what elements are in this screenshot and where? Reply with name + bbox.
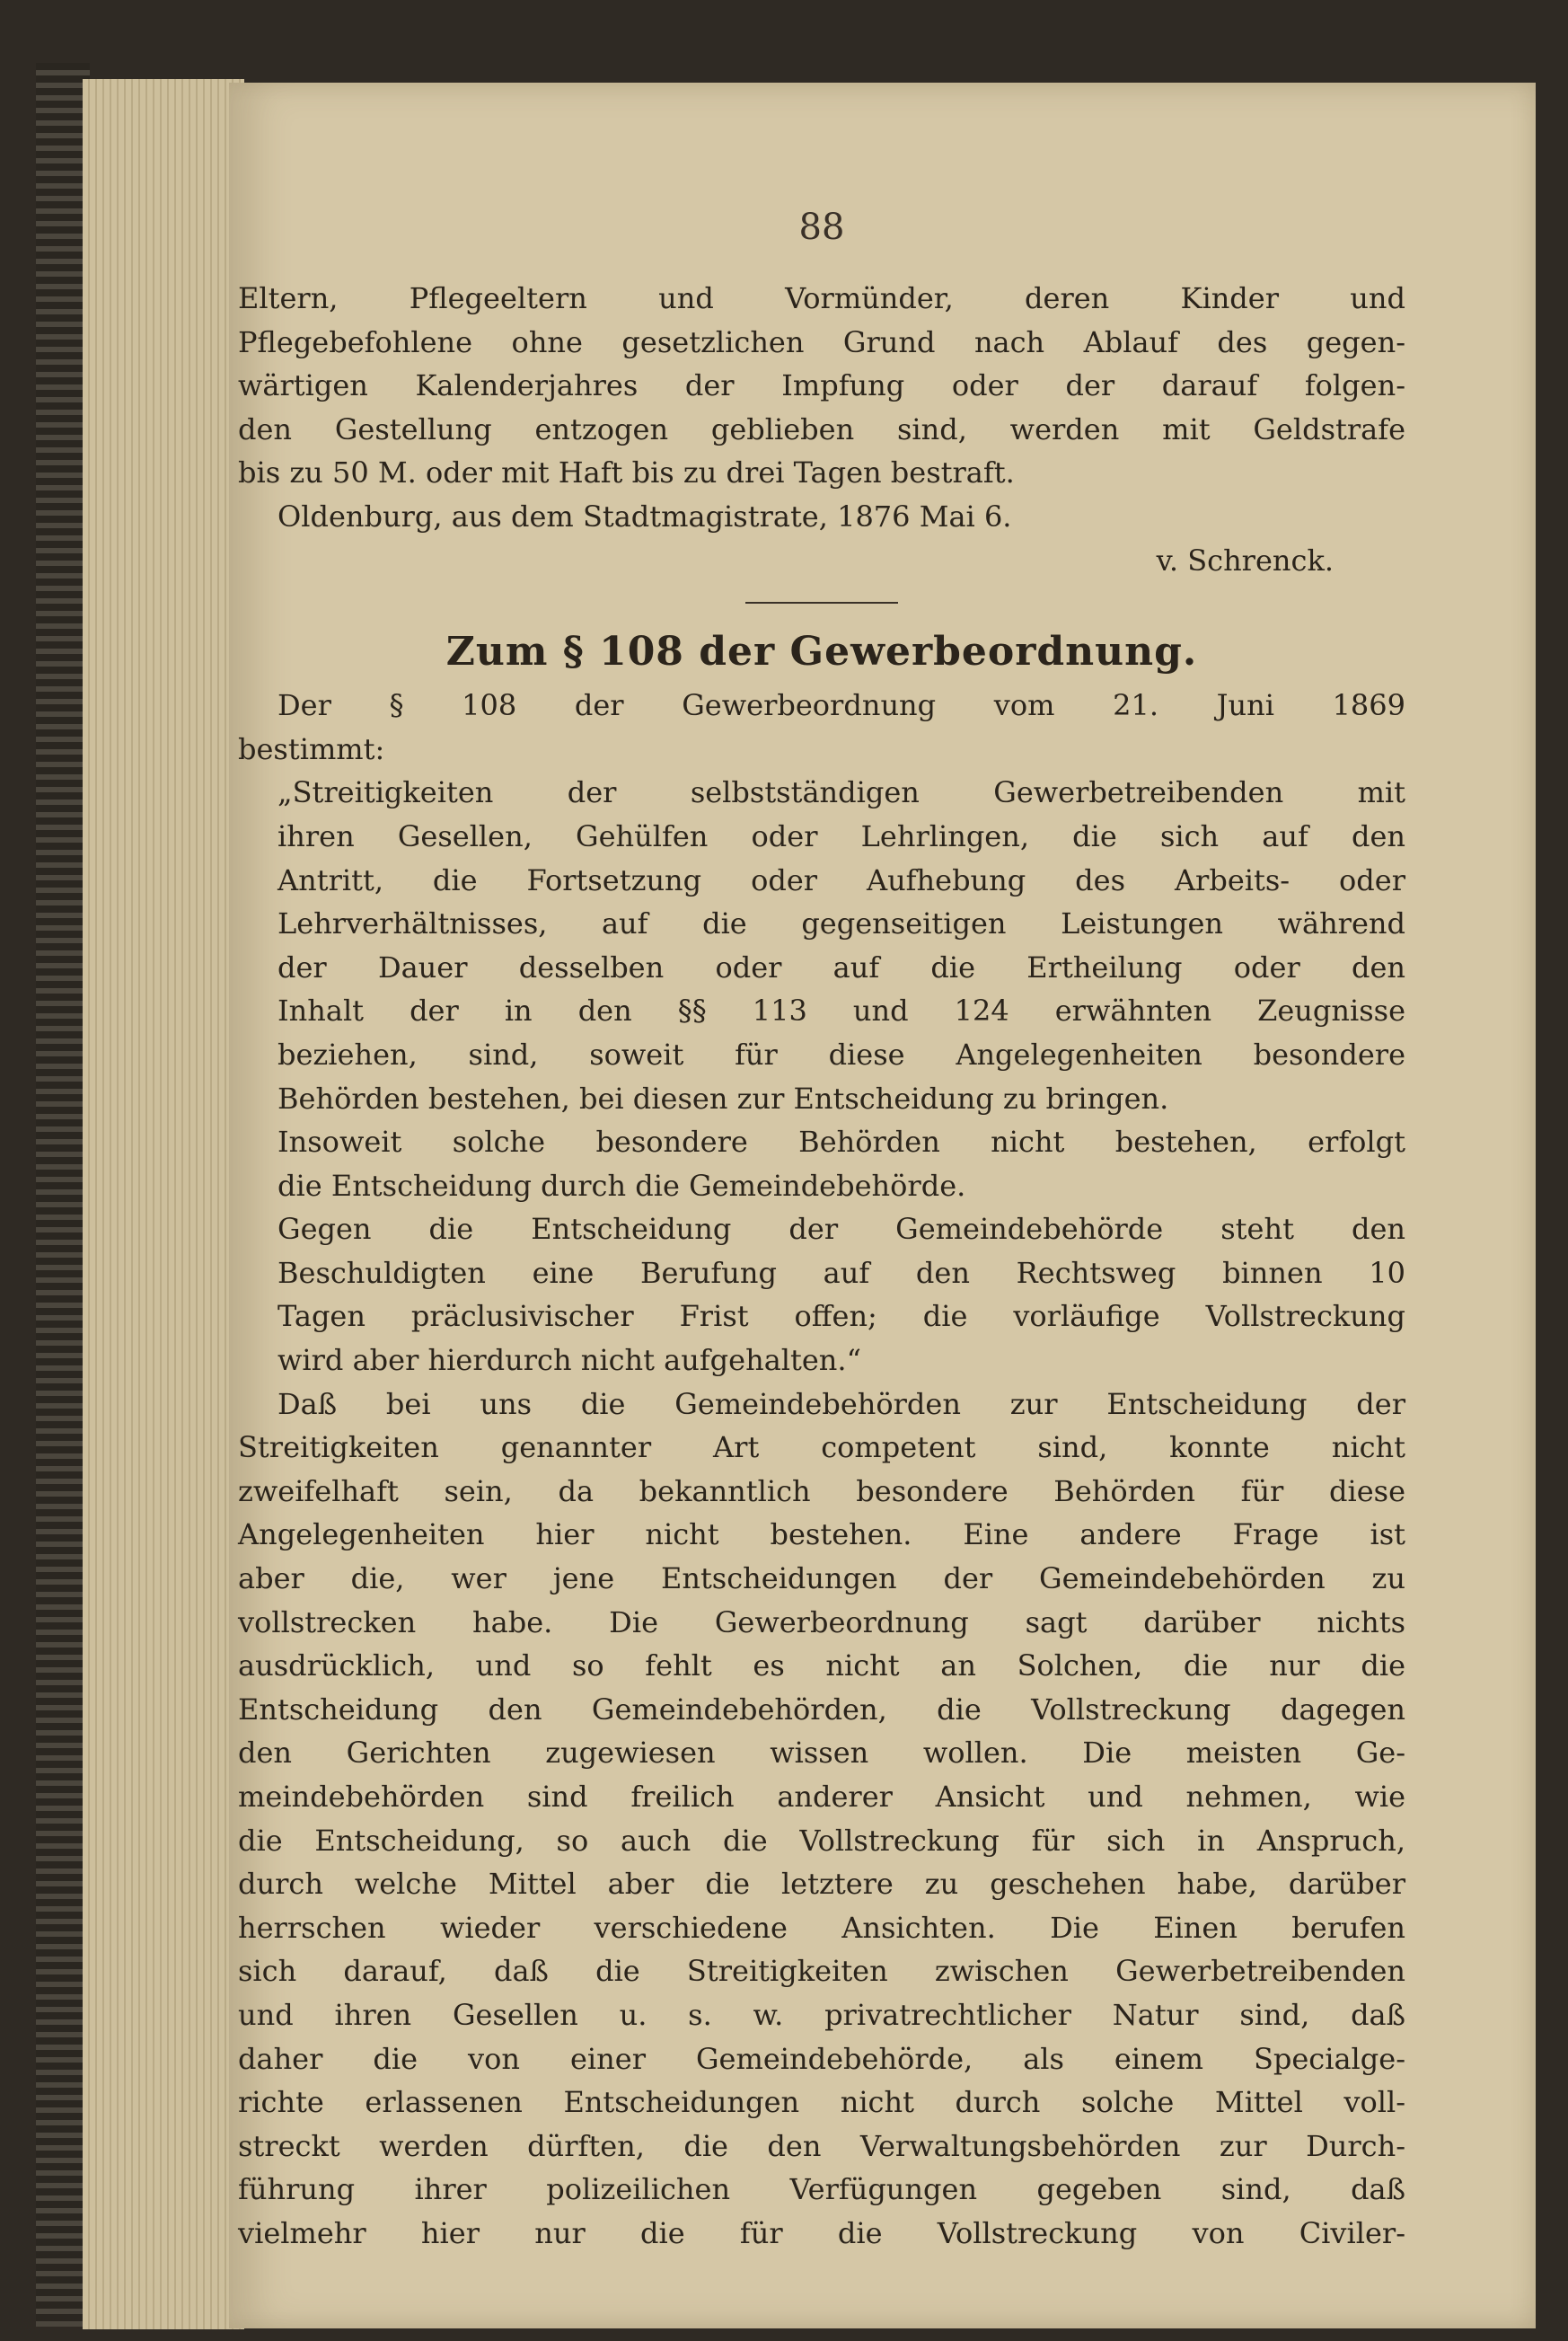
text-line: und ihren Gesellen u. s. w. privatrechtlicher Natur sind, daß <box>238 1997 1405 2032</box>
text-line: wärtigen Kalenderjahres der Impfung oder der darauf folgen- <box>238 368 1405 403</box>
signature: v. Schrenck. <box>1156 543 1334 578</box>
text-line: ausdrücklich, und so fehlt es nicht an Solchen, die nur die <box>238 1648 1405 1683</box>
section-heading: Zum § 108 der Gewerbeordnung. <box>445 629 1198 676</box>
book-binding <box>36 63 90 2327</box>
text-line: Antritt, die Fortsetzung oder Aufhebung des Arbeits- oder <box>277 862 1405 897</box>
page-text-area <box>238 207 1405 2256</box>
text-line: Inhalt der in den §§ 113 und 124 erwähnten Zeugnisse <box>277 994 1405 1029</box>
text-line: richte erlassenen Entscheidungen nicht durch solche Mittel voll- <box>238 2085 1405 2120</box>
text-line: den Gerichten zugewiesen wissen wollen. Die meisten Ge- <box>238 1736 1405 1771</box>
place-date: Oldenburg, aus dem Stadtmagistrate, 1876 Mai 6. <box>277 499 1012 534</box>
text-line: Gegen die Entscheidung der Gemeindebehörde steht den <box>277 1212 1405 1247</box>
text-line: ihren Gesellen, Gehülfen oder Lehrlingen, die sich auf den <box>277 818 1405 853</box>
section-divider <box>745 602 898 604</box>
text-line: Daß bei uns die Gemeindebehörden zur Entscheidung der <box>277 1386 1405 1421</box>
page-edges <box>83 79 244 2329</box>
text-line: vielmehr hier nur die für die Vollstreckung von Civiler- <box>238 2215 1405 2250</box>
text-line: Lehrverhältnisses, auf die gegenseitigen Leistungen während <box>277 906 1405 941</box>
text-line: Angelegenheiten hier nicht bestehen. Eine andere Frage ist <box>238 1517 1405 1552</box>
text-line: durch welche Mittel aber die letztere zu geschehen habe, darüber <box>238 1867 1405 1902</box>
quote-paragraph-2 <box>238 1120 1405 1207</box>
paragraph-1 <box>238 684 1405 771</box>
text-line: Entscheidung den Gemeindebehörden, die Vollstreckung dagegen <box>238 1692 1405 1727</box>
text-line: wird aber hierdurch nicht aufgehalten.“ <box>277 1343 861 1378</box>
text-line: bis zu 50 M. oder mit Haft bis zu drei Tagen bestraft. <box>238 455 1015 490</box>
text-line: Eltern, Pflegeeltern und Vormünder, deren Kinder und <box>238 281 1405 315</box>
text-line: beziehen, sind, soweit für diese Angelegenheiten besondere <box>277 1037 1405 1072</box>
quote-paragraph-3 <box>238 1207 1405 1382</box>
text-line: der Dauer desselben oder auf die Ertheilung oder den <box>277 950 1405 985</box>
text-line: die Entscheidung durch die Gemeindebehörde. <box>277 1168 966 1203</box>
text-line: meindebehörden sind freilich anderer Ansicht und nehmen, wie <box>238 1780 1405 1814</box>
text-line: den Gestellung entzogen geblieben sind, werden mit Geldstrafe <box>238 411 1405 446</box>
text-line: streckt werden dürften, die den Verwaltungsbehörden zur Durch- <box>238 2128 1405 2163</box>
paragraph-2 <box>238 1383 1405 2256</box>
text-line: herrschen wieder verschiedene Ansichten. Die Einen berufen <box>238 1910 1405 1945</box>
text-line: bestimmt: <box>238 731 385 766</box>
text-line: aber die, wer jene Entscheidungen der Gemeindebehörden zu <box>238 1561 1405 1596</box>
text-line: daher die von einer Gemeindebehörde, als einem Specialge- <box>238 2041 1405 2076</box>
text-line: zweifelhaft sein, da bekanntlich besondere Behörden für diese <box>238 1473 1405 1508</box>
text-line: „Streitigkeiten der selbstständigen Gewerbetreibenden mit <box>277 775 1405 810</box>
text-line: Insoweit solche besondere Behörden nicht bestehen, erfolgt <box>277 1125 1405 1160</box>
text-line: sich darauf, daß die Streitigkeiten zwischen Gewerbetreibenden <box>238 1954 1405 1989</box>
text-line: führung ihrer polizeilichen Verfügungen gegeben sind, daß <box>238 2172 1405 2207</box>
quote-paragraph-1 <box>238 771 1405 1120</box>
text-line: Streitigkeiten genannter Art competent sind, konnte nicht <box>238 1430 1405 1465</box>
text-line: Beschuldigten eine Berufung auf den Rechtsweg binnen 10 <box>277 1255 1405 1290</box>
page-number: 88 <box>798 207 845 248</box>
text-line: Pflegebefohlene ohne gesetzlichen Grund nach Ablauf des gegen- <box>238 324 1405 359</box>
text-line: die Entscheidung, so auch die Vollstreckung für sich in Anspruch, <box>238 1823 1405 1858</box>
text-line: Behörden bestehen, bei diesen zur Entscheidung zu bringen. <box>277 1081 1169 1116</box>
text-line: Der § 108 der Gewerbeordnung vom 21. Juni 1869 <box>277 688 1405 723</box>
text-line: vollstrecken habe. Die Gewerbeordnung sagt darüber nichts <box>238 1604 1405 1639</box>
intro-paragraph <box>238 277 1405 495</box>
text-line: Tagen präclusivischer Frist offen; die vorläufige Vollstreckung <box>277 1299 1405 1334</box>
